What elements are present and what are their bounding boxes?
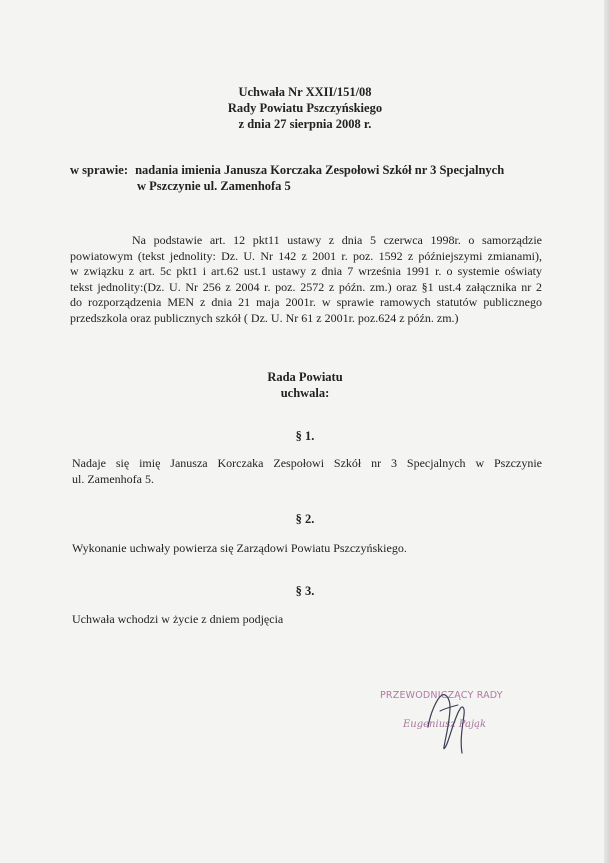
resolution-subject (70, 162, 590, 194)
section-3-heading: § 3. (295, 584, 315, 598)
preamble-line: powiatowym (tekst jednolity: Dz. U. Nr 142 z 2001 r. poz. 1592 z późniejszymi zmianami), (70, 248, 542, 263)
resolution-number: Uchwała Nr XXII/151/08 (238, 85, 372, 99)
section-2-heading: § 2. (295, 512, 315, 526)
resolution-header (0, 84, 610, 132)
legal-basis-preamble (70, 233, 542, 326)
subject-line-2: w Pszczynie ul. Zamenhofa 5 (137, 179, 291, 193)
subject-line-1: nadania imienia Janusza Korczaka Zespołowi Szkół nr 3 Specjalnych (135, 163, 505, 177)
council-resolves-heading (0, 369, 610, 401)
stamp-name: Eugeniusz Pająk (403, 719, 487, 730)
stamp-title: PRZEWODNICZĄCY RADY (380, 690, 503, 701)
handwritten-signature (370, 685, 530, 755)
section-1-line-1: Nadaje się imię Janusza Korczaka Zespołowi Szkół nr 3 Specjalnych w Pszczynie (72, 456, 542, 470)
section-2-text: Wykonanie uchwały powierza się Zarządowi Powiatu Pszczyńskiego. (72, 541, 407, 555)
chairman-stamp (370, 685, 530, 755)
subject-label: w sprawie: (70, 163, 128, 177)
preamble-line: Na podstawie art. 12 pkt11 ustawy z dnia 5 czerwca 1998r. o samorządzie (132, 233, 542, 247)
resolution-date: z dnia 27 sierpnia 2008 r. (238, 117, 372, 131)
section-1-heading: § 1. (295, 429, 315, 443)
preamble-line: do rozporządzenia MEN z dnia 21 maja 2001r. w sprawie ramowych statutów publicznego (70, 295, 542, 309)
resolves-label: uchwala: (280, 386, 330, 400)
section-1-text (72, 455, 542, 487)
preamble-line: w związku z art. 5c pkt1 i art.62 ust.1 ustawy z dnia 7 września 1991 r. o systemie oświaty (70, 264, 542, 278)
preamble-line: przedszkola oraz publicznych szkół ( Dz. U. Nr 61 z 2001r. poz.624 z późn. zm.) (70, 310, 459, 325)
council-label: Rada Powiatu (267, 370, 343, 384)
council-name: Rady Powiatu Pszczyńskiego (227, 101, 383, 115)
preamble-line: tekst jednolity:(Dz. U. Nr 256 z 2004 r. poz. 2572 z późn. zm.) oraz §1 ust.4 załącznika nr 2 (70, 279, 542, 294)
section-3-text: Uchwała wchodzi w życie z dniem podjęcia (72, 612, 284, 626)
section-1-line-2: ul. Zamenhofa 5. (72, 472, 154, 486)
